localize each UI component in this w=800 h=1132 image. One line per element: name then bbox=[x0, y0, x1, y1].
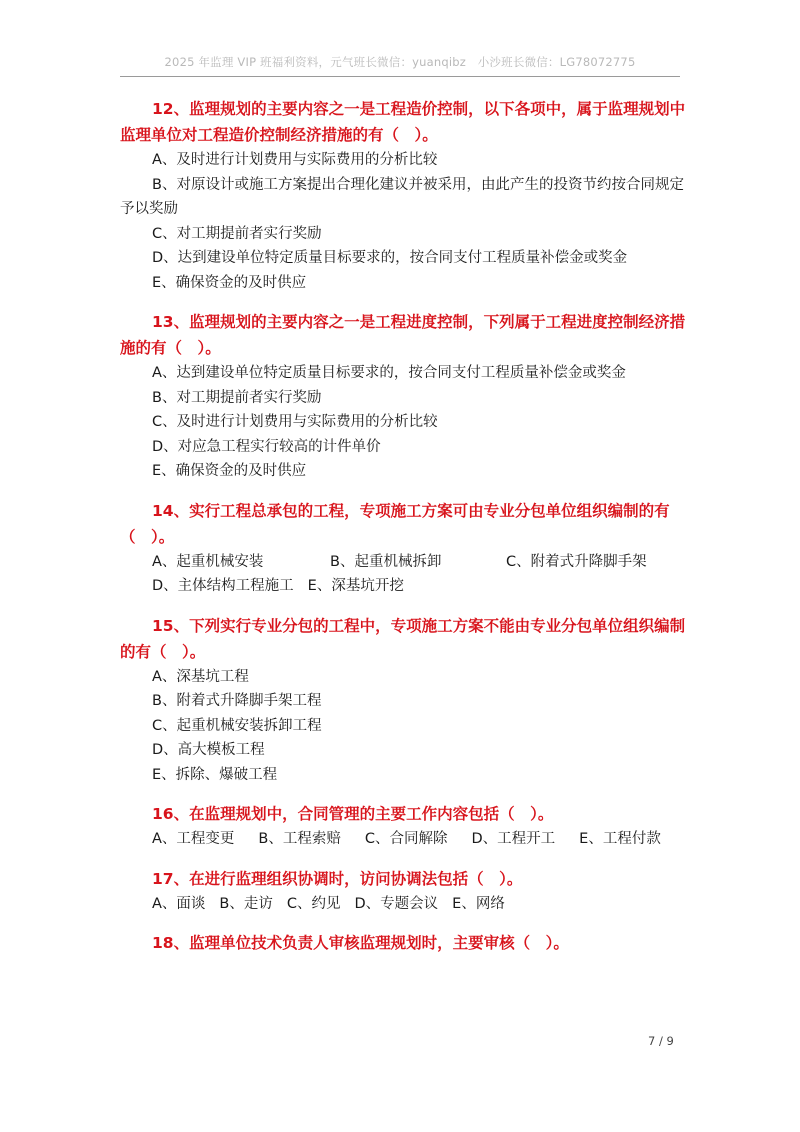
option: C、附着式升降脚手架 bbox=[506, 553, 647, 570]
question-title: 15、下列实行专业分包的工程中，专项施工方案不能由专业分包单位组织编制的有（ ）。 bbox=[120, 616, 686, 661]
option-row bbox=[120, 892, 688, 917]
option: E、工程付款 bbox=[579, 831, 661, 847]
option-row bbox=[120, 550, 688, 575]
option: C、约见 bbox=[286, 895, 341, 912]
option bbox=[120, 173, 688, 222]
question-13 bbox=[120, 309, 688, 484]
option: A、面谈 bbox=[152, 895, 206, 912]
option: E、网络 bbox=[452, 895, 505, 912]
question-title: 13、监理规划的主要内容之一是工程进度控制，下列属于工程进度控制经济措施的有（ ）。 bbox=[120, 313, 686, 357]
option: E、深基坑开挖 bbox=[307, 578, 404, 594]
option: B、附着式升降脚手架工程 bbox=[152, 693, 322, 709]
question-16 bbox=[120, 801, 688, 852]
question-15 bbox=[120, 613, 688, 788]
question-12 bbox=[120, 96, 688, 295]
question-list bbox=[120, 96, 688, 970]
option: A、深基坑工程 bbox=[152, 668, 249, 685]
question-title: 18、监理单位技术负责人审核监理规划时，主要审核（ ）。 bbox=[152, 934, 569, 952]
option: B、走访 bbox=[219, 895, 273, 912]
question-title: 17、在进行监理组织协调时，访问协调法包括（ ）。 bbox=[152, 869, 523, 888]
option: D、高大模板工程 bbox=[152, 742, 265, 758]
option: B、对工期提前者实行奖励 bbox=[152, 389, 322, 406]
option: E、拆除、爆破工程 bbox=[152, 766, 278, 783]
option: D、专题会议 bbox=[354, 895, 439, 912]
option: C、起重机械安装拆卸工程 bbox=[152, 717, 322, 734]
option: E、确保资金的及时供应 bbox=[152, 463, 307, 479]
question-title: 16、在监理规划中，合同管理的主要工作内容包括（ ）。 bbox=[152, 805, 554, 823]
option: A、工程变更 bbox=[152, 831, 235, 847]
option: A、起重机械安装 bbox=[152, 553, 264, 570]
question-14 bbox=[120, 498, 688, 599]
header-divider bbox=[120, 76, 680, 77]
option: B、起重机械拆卸 bbox=[330, 553, 442, 570]
option: A、及时进行计划费用与实际费用的分析比较 bbox=[152, 152, 438, 168]
option: B、工程索赔 bbox=[258, 831, 341, 847]
page-number: 7 / 9 bbox=[648, 1034, 674, 1048]
option: C、合同解除 bbox=[364, 831, 448, 847]
option-row bbox=[120, 574, 688, 599]
option-row bbox=[120, 827, 688, 852]
option: C、及时进行计划费用与实际费用的分析比较 bbox=[152, 414, 438, 430]
option: D、工程开工 bbox=[471, 831, 556, 847]
question-18 bbox=[120, 930, 688, 956]
option: A、达到建设单位特定质量目标要求的，按合同支付工程质量补偿金或奖金 bbox=[152, 365, 626, 381]
page-header: 2025 年监理 VIP 班福利资料，元气班长微信：yuanqibz 小沙班长微信：LG78072775 bbox=[164, 55, 636, 69]
option: D、达到建设单位特定质量目标要求的，按合同支付工程质量补偿金或奖金 bbox=[152, 250, 628, 266]
option: E、确保资金的及时供应 bbox=[152, 274, 307, 291]
question-title: 12、监理规划的主要内容之一是工程造价控制，以下各项中，属于监理规划中监理单位对工程造价控制经济措施的有（ ）。 bbox=[120, 100, 686, 144]
option: D、对应急工程实行较高的计件单价 bbox=[152, 438, 381, 455]
option: D、主体结构工程施工 bbox=[152, 578, 294, 594]
question-title: 14、实行工程总承包的工程，专项施工方案可由专业分包单位组织编制的有（ ）。 bbox=[120, 501, 670, 546]
question-17 bbox=[120, 866, 688, 917]
option-text: B、对原设计或施工方案提出合理化建议并被采用，由此产生的投资节约按合同规定予以奖励 bbox=[120, 176, 684, 217]
option: C、对工期提前者实行奖励 bbox=[152, 225, 322, 242]
